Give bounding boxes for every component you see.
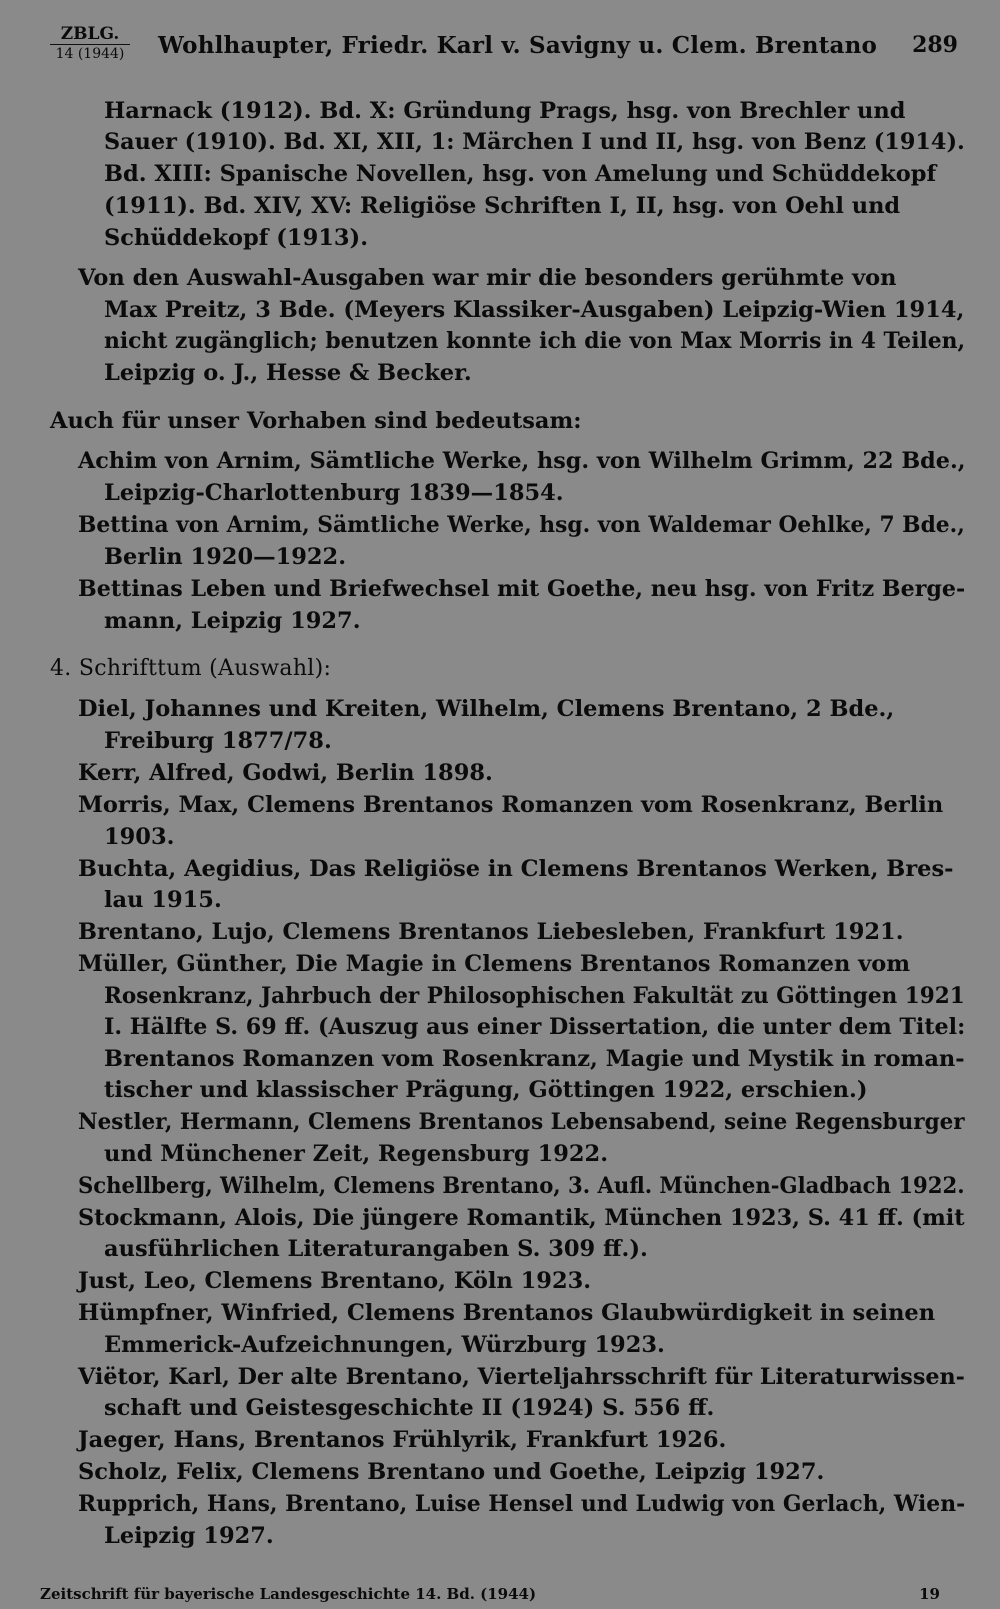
running-title: Wohlhaupter, Friedr. Karl v. Savigny u. Clem. Brentano (158, 32, 878, 59)
bibliography-entry: Viëtor, Karl, Der alte Brentano, Vierteljahrsschrift für Literaturwissen- (78, 1364, 965, 1390)
footer-number: 19 (919, 1585, 940, 1603)
bibliography-entry: Nestler, Hermann, Clemens Brentanos Lebensabend, seine Regensburger (78, 1109, 965, 1135)
text-line: Von den Auswahl-Ausgaben war mir die besonders gerühmte von (78, 265, 897, 291)
text-line: lau 1915. (104, 887, 222, 913)
page-header (50, 22, 958, 70)
bibliography-entry: Rupprich, Hans, Brentano, Luise Hensel und Ludwig von Gerlach, Wien- (78, 1491, 966, 1517)
text-line: tischer und klassischer Prägung, Göttingen 1922, erschien.) (104, 1077, 868, 1103)
text-line: Leipzig-Charlottenburg 1839—1854. (104, 480, 564, 506)
page-number: 289 (912, 32, 958, 58)
text-line: schaft und Geistesgeschichte II (1924) S. 556 ff. (104, 1395, 715, 1421)
text-line: Auch für unser Vorhaben sind bedeutsam: (50, 408, 582, 434)
bibliography-entry: Hümpfner, Winfried, Clemens Brentanos Glaubwürdigkeit in seinen (78, 1300, 936, 1326)
text-line: 1903. (104, 824, 175, 850)
text-line: Rosenkranz, Jahrbuch der Philosophischen Fakultät zu Göttingen 1921 (104, 983, 965, 1009)
bibliography-entry: Morris, Max, Clemens Brentanos Romanzen vom Rosenkranz, Berlin (78, 792, 944, 818)
section-heading: 4. Schrifttum (Auswahl): (50, 656, 332, 681)
text-line: Schüddekopf (1913). (104, 225, 369, 251)
bibliography-entry: Scholz, Felix, Clemens Brentano und Goethe, Leipzig 1927. (78, 1459, 825, 1485)
text-line: I. Hälfte S. 69 ff. (Auszug aus einer Dissertation, die unter dem Titel: (104, 1014, 966, 1040)
text-line: (1911). Bd. XIV, XV: Religiöse Schriften I, II, hsg. von Oehl und (104, 193, 901, 219)
bibliography-entry: Buchta, Aegidius, Das Religiöse in Clemens Brentanos Werken, Bres- (78, 856, 954, 882)
text-line: ausführlichen Literaturangaben S. 309 ff.). (104, 1236, 648, 1262)
text-line: mann, Leipzig 1927. (104, 608, 361, 634)
journal-citation (50, 24, 130, 63)
text-line: Achim von Arnim, Sämtliche Werke, hsg. von Wilhelm Grimm, 22 Bde., (78, 448, 966, 474)
text-line: Emmerick-Aufzeichnungen, Würzburg 1923. (104, 1332, 665, 1358)
bibliography-entry: Brentano, Lujo, Clemens Brentanos Liebesleben, Frankfurt 1921. (78, 919, 904, 945)
text-line: Berlin 1920—1922. (104, 544, 347, 570)
footer-journal: Zeitschrift für bayerische Landesgeschichte 14. Bd. (1944) (40, 1585, 537, 1603)
text-line: nicht zugänglich; benutzen konnte ich die von Max Morris in 4 Teilen, (104, 328, 966, 354)
text-line: Sauer (1910). Bd. XI, XII, 1: Märchen I und II, hsg. von Benz (1914). (104, 129, 965, 155)
bibliography-entry: Diel, Johannes und Kreiten, Wilhelm, Clemens Brentano, 2 Bde., (78, 696, 895, 722)
bibliography-entry: Müller, Günther, Die Magie in Clemens Brentanos Romanzen vom (78, 951, 911, 977)
bibliography-entry: Kerr, Alfred, Godwi, Berlin 1898. (78, 760, 493, 786)
text-line: Bd. XIII: Spanische Novellen, hsg. von Amelung und Schüddekopf (104, 161, 937, 187)
text-line: und Münchener Zeit, Regensburg 1922. (104, 1141, 609, 1167)
text-line: Harnack (1912). Bd. X: Gründung Prags, hsg. von Brechler und (104, 98, 906, 124)
text-line: Brentanos Romanzen vom Rosenkranz, Magie und Mystik in roman- (104, 1046, 965, 1072)
text-line: Max Preitz, 3 Bde. (Meyers Klassiker-Ausgaben) Leipzig-Wien 1914, (104, 297, 965, 323)
journal-volume: 14 (1944) (55, 46, 125, 62)
bibliography-entry: Stockmann, Alois, Die jüngere Romantik, München 1923, S. 41 ff. (mit (78, 1205, 965, 1231)
text-line: Leipzig 1927. (104, 1523, 274, 1549)
text-line: Leipzig o. J., Hesse & Becker. (104, 360, 472, 386)
journal-abbreviation: ZBLG. (50, 24, 130, 45)
text-line: Bettinas Leben und Briefwechsel mit Goethe, neu hsg. von Fritz Berge- (78, 576, 966, 602)
text-line: Bettina von Arnim, Sämtliche Werke, hsg. von Waldemar Oehlke, 7 Bde., (78, 512, 965, 538)
bibliography-entry: Jaeger, Hans, Brentanos Frühlyrik, Frankfurt 1926. (78, 1427, 727, 1453)
bibliography-entry: Just, Leo, Clemens Brentano, Köln 1923. (78, 1268, 592, 1294)
text-line: Freiburg 1877/78. (104, 728, 332, 754)
bibliography-entry: Schellberg, Wilhelm, Clemens Brentano, 3. Aufl. München-Gladbach 1922. (78, 1173, 965, 1199)
